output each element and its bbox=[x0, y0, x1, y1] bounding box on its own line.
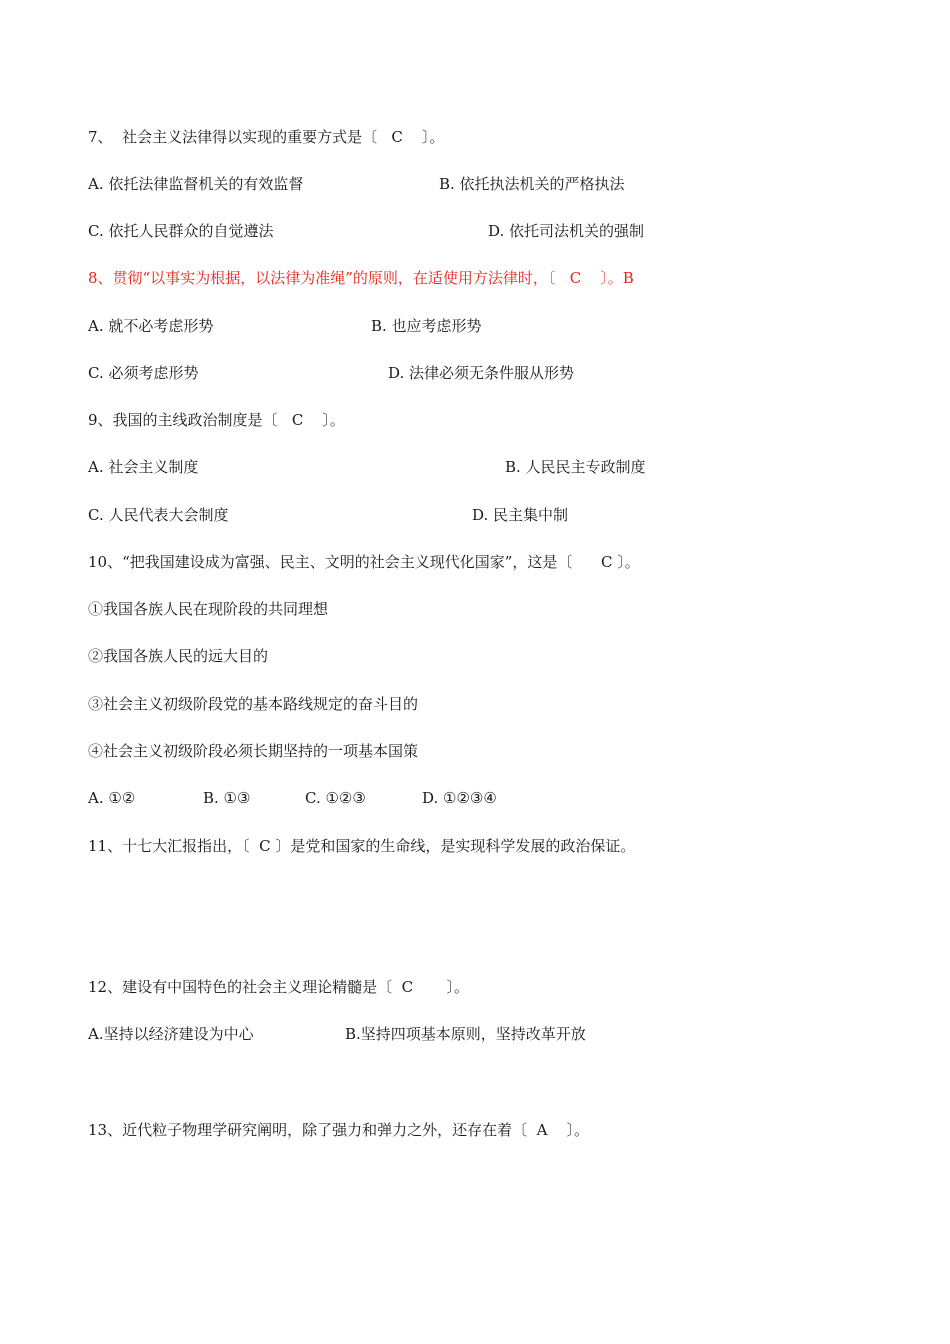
question-8-option-b: B. 也应考虑形势 bbox=[371, 317, 482, 335]
question-7-option-b: B. 依托执法机关的严格执法 bbox=[439, 175, 625, 193]
question-11-stem: 11、十七大汇报指出，〔 C 〕是党和国家的生命线，是实现科学发展的政治保证。 bbox=[88, 837, 636, 855]
question-10-option-d: D. ①②③④ bbox=[422, 789, 497, 807]
question-10-option-a: A. ①② bbox=[88, 789, 136, 807]
question-8-option-c: C. 必须考虑形势 bbox=[88, 364, 199, 382]
question-10-item-2: ②我国各族人民的远大目的 bbox=[88, 647, 269, 665]
question-8-stem: 8、贯彻“以事实为根据，以法律为准绳”的原则，在适使用方法律时，〔 C 〕。B bbox=[88, 269, 634, 287]
question-9-option-b: B. 人民民主专政制度 bbox=[505, 458, 646, 476]
question-7-stem: 7、 社会主义法律得以实现的重要方式是〔 C 〕。 bbox=[88, 128, 445, 146]
question-9-stem: 9、我国的主线政治制度是〔 C 〕。 bbox=[88, 411, 345, 429]
question-9-option-a: A. 社会主义制度 bbox=[88, 458, 199, 476]
question-8-option-a: A. 就不必考虑形势 bbox=[88, 317, 214, 335]
question-10-item-4: ④社会主义初级阶段必须长期坚持的一项基本国策 bbox=[88, 742, 419, 760]
question-10-option-c: C. ①②③ bbox=[305, 789, 366, 807]
question-13-stem: 13、近代粒子物理学研究阐明，除了强力和弹力之外，还存在着〔 A 〕。 bbox=[88, 1121, 590, 1139]
question-7-option-c: C. 依托人民群众的自觉遵法 bbox=[88, 222, 274, 240]
question-10-item-3: ③社会主义初级阶段党的基本路线规定的奋斗目的 bbox=[88, 695, 419, 713]
question-12-option-a: A.坚持以经济建设为中心 bbox=[88, 1025, 254, 1043]
question-10-option-b: B. ①③ bbox=[203, 789, 251, 807]
question-10-stem: 10、“把我国建设成为富强、民主、文明的社会主义现代化国家”，这是〔 C 〕。 bbox=[88, 553, 640, 571]
question-9-option-d: D. 民主集中制 bbox=[472, 506, 569, 524]
question-7-option-d: D. 依托司法机关的强制 bbox=[488, 222, 645, 240]
question-12-option-b: B.坚持四项基本原则，坚持改革开放 bbox=[345, 1025, 586, 1043]
question-7-option-a: A. 依托法律监督机关的有效监督 bbox=[88, 175, 304, 193]
question-12-stem: 12、建设有中国特色的社会主义理论精髓是〔 C 〕。 bbox=[88, 978, 469, 996]
question-10-item-1: ①我国各族人民在现阶段的共同理想 bbox=[88, 600, 329, 618]
question-8-option-d: D. 法律必须无条件服从形势 bbox=[388, 364, 575, 382]
question-9-option-c: C. 人民代表大会制度 bbox=[88, 506, 229, 524]
